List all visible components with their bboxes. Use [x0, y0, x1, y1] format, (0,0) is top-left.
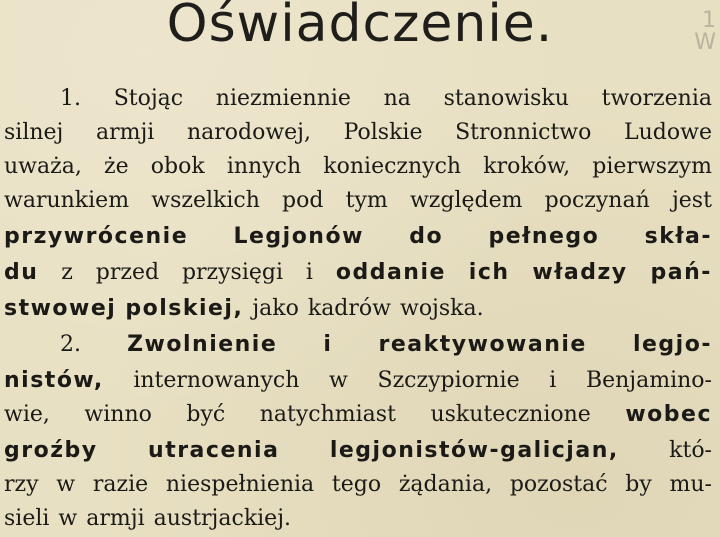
word: Benjamino- — [585, 368, 712, 393]
word: być — [186, 402, 226, 427]
word: mu- — [669, 472, 712, 497]
word: pod — [282, 188, 324, 213]
word: w — [329, 368, 348, 393]
word: wojska. — [399, 296, 484, 321]
bold-word: pełnego — [488, 224, 600, 249]
word: sieli — [4, 506, 50, 531]
word: Polskie — [343, 120, 423, 145]
word: na — [383, 86, 411, 111]
text-line — [60, 330, 712, 360]
word: jest — [671, 188, 712, 213]
word: 2. — [60, 332, 81, 357]
bold-word: utracenia — [148, 438, 280, 463]
bold-word: i — [323, 332, 333, 357]
word: przysięgi — [181, 260, 284, 285]
word: natychmiast — [259, 402, 396, 427]
word: pozostać — [509, 472, 608, 497]
bold-word: przywrócenie — [4, 224, 189, 249]
word: żądania, — [398, 472, 493, 497]
text-line — [4, 222, 712, 252]
bold-word: do — [409, 224, 444, 249]
word: i — [549, 368, 557, 393]
word: Szczypiornie — [377, 368, 520, 393]
word: warunkiem — [4, 188, 130, 213]
word: wszelkich — [151, 188, 260, 213]
word: kroków, — [483, 154, 571, 179]
text-line — [4, 366, 712, 396]
word: w — [58, 506, 78, 531]
word: względem — [409, 188, 523, 213]
bold-word: legjo- — [632, 332, 712, 357]
text-line — [4, 186, 712, 216]
bold-word: groźby — [4, 438, 98, 463]
word: tym — [345, 188, 388, 213]
text-line — [4, 152, 712, 182]
bold-word: Legjonów — [233, 224, 364, 249]
bold-word: ich — [468, 260, 510, 285]
word: winno — [84, 402, 152, 427]
bold-word: nistów, — [4, 368, 104, 393]
word: że — [103, 154, 129, 179]
word: Stojąc — [113, 86, 184, 111]
bold-word: wobec — [625, 402, 712, 427]
word: 1. — [60, 86, 81, 111]
word: innych — [226, 154, 302, 179]
word: z — [61, 260, 73, 285]
bold-word: oddanie — [335, 260, 446, 285]
bold-word: stwowej — [4, 296, 117, 321]
margin-annotation-text: 1 W — [694, 8, 716, 55]
word: kadrów — [307, 296, 391, 321]
word: w — [56, 472, 76, 497]
text-line — [4, 258, 712, 288]
bold-word: reaktywowanie — [378, 332, 587, 357]
word: silnej — [4, 120, 64, 145]
word: niezmiennie — [215, 86, 351, 111]
word: narodowej, — [186, 120, 311, 145]
word: poczynań — [544, 188, 650, 213]
word: niespełnienia — [165, 472, 315, 497]
word: rzy — [4, 472, 39, 497]
word: koniecznych — [323, 154, 462, 179]
text-line — [4, 294, 712, 324]
word: uważa, — [4, 154, 82, 179]
word: austrjackiej. — [153, 506, 292, 531]
word: stanowisku — [443, 86, 569, 111]
word: Ludowe — [624, 120, 712, 145]
bold-word: władzy — [532, 260, 628, 285]
document-title: Oświadczenie. — [166, 0, 554, 54]
word: tego — [331, 472, 382, 497]
word: tworzenia — [601, 86, 712, 111]
word: Stronnictwo — [455, 120, 592, 145]
word: i — [305, 260, 313, 285]
bold-word: pań- — [650, 260, 712, 285]
text-line — [60, 84, 712, 114]
word: armji — [86, 506, 145, 531]
word: jako — [252, 296, 299, 321]
bold-word: legjonistów-galicjan, — [329, 438, 619, 463]
text-line — [4, 504, 712, 534]
margin-annotation — [694, 10, 716, 54]
word: by — [625, 472, 652, 497]
word: armji — [95, 120, 155, 145]
word: internowanych — [133, 368, 300, 393]
word: wie, — [4, 402, 50, 427]
word: razie — [92, 472, 149, 497]
text-line — [4, 470, 712, 500]
word: przed — [95, 260, 160, 285]
bold-word: Zwolnienie — [127, 332, 278, 357]
text-line — [4, 118, 712, 148]
bold-word: skła- — [644, 224, 712, 249]
bold-word: du — [4, 260, 39, 285]
word: obok — [150, 154, 205, 179]
word: uskutecznione — [430, 402, 591, 427]
word: pierwszym — [592, 154, 712, 179]
text-line — [4, 436, 712, 466]
text-line — [4, 400, 712, 430]
bold-word: polskiej, — [125, 296, 244, 321]
word: któ- — [669, 438, 712, 463]
